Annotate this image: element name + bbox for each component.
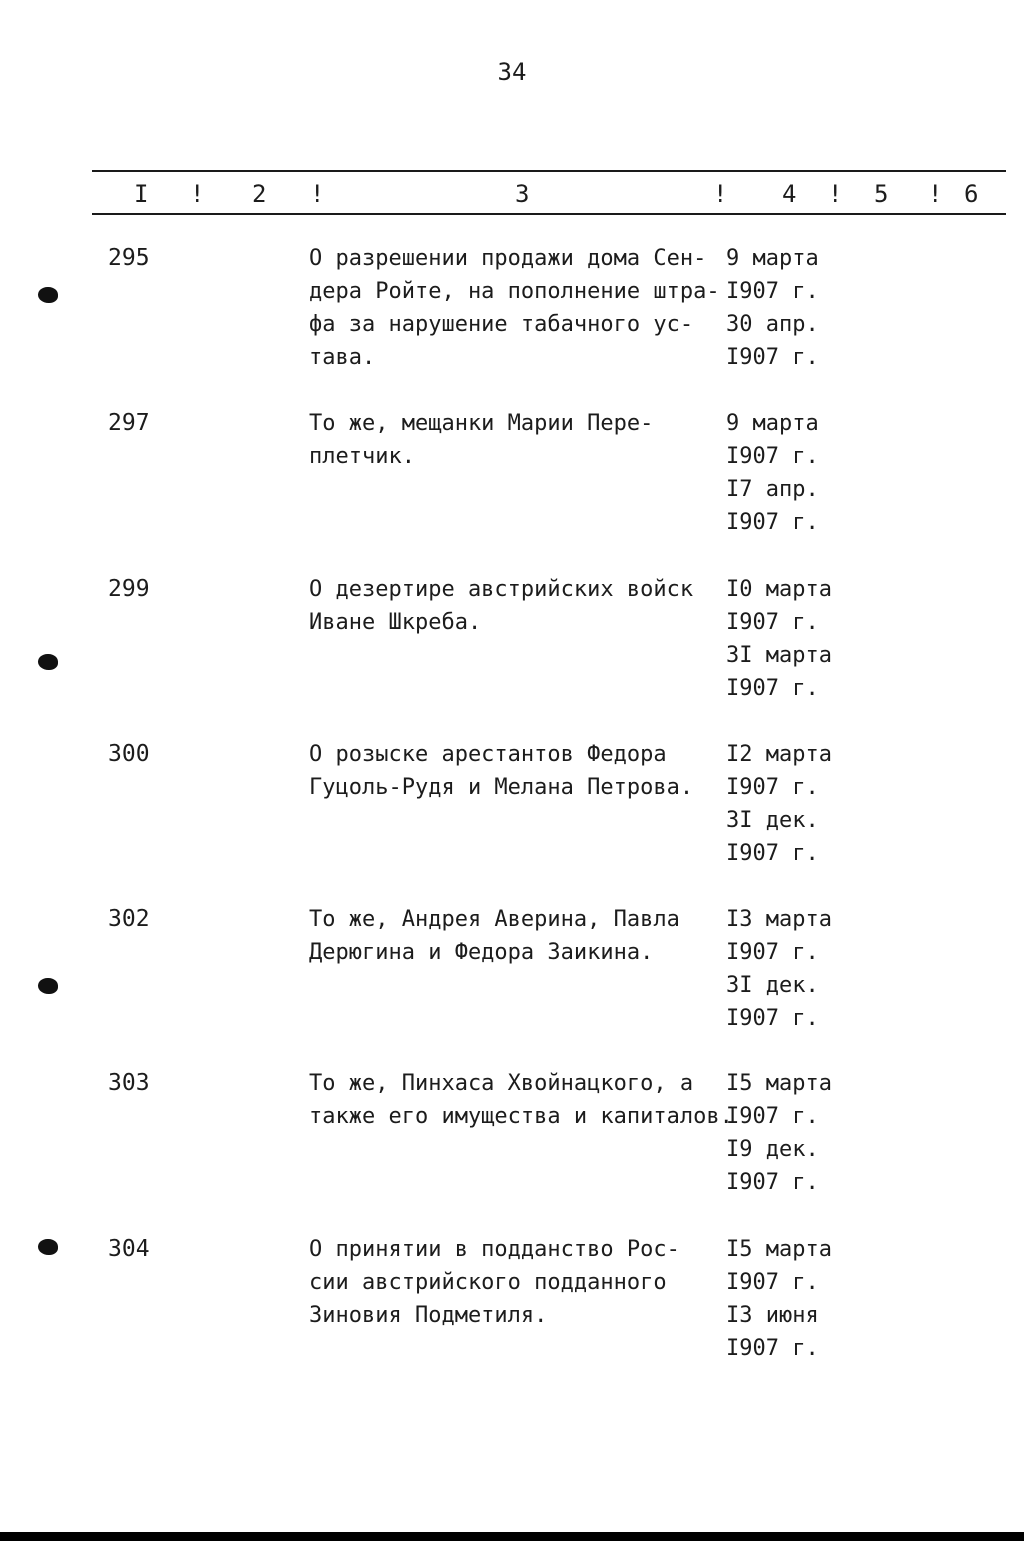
end-year: I907 г.: [726, 510, 819, 535]
header-col-3: 3: [515, 180, 530, 208]
start-date: 9 марта: [726, 246, 819, 271]
description-line: плетчик.: [309, 444, 415, 469]
scan-bottom-edge: [0, 1530, 1024, 1541]
end-date: 3I марта: [726, 643, 832, 668]
start-year: I907 г.: [726, 610, 819, 635]
end-year: I907 г.: [726, 1336, 819, 1361]
description-line: тава.: [309, 345, 376, 370]
entry-dates: [726, 738, 832, 870]
punch-hole-mark: [38, 1239, 58, 1255]
entry-dates: [726, 573, 832, 705]
entry-description: [309, 1233, 721, 1332]
end-year: I907 г.: [726, 841, 819, 866]
description-line: То же, Пинхаса Хвойнацкого, а: [309, 1071, 694, 1096]
start-date: I5 марта: [726, 1237, 832, 1262]
punch-hole-mark: [38, 978, 58, 994]
entry-description: [309, 738, 721, 804]
start-date: I0 марта: [726, 577, 832, 602]
entry-number: 299: [108, 576, 150, 602]
description-line: Иване Шкреба.: [309, 610, 482, 635]
start-year: I907 г.: [726, 279, 819, 304]
header-col-2: 2: [252, 180, 267, 208]
description-line: также его имущества и капиталов.: [309, 1104, 733, 1129]
header-col-6: 6: [964, 180, 979, 208]
start-year: I907 г.: [726, 444, 819, 469]
entry-number: 304: [108, 1236, 150, 1262]
entry-number: 302: [108, 906, 150, 932]
header-separator: !: [828, 180, 843, 208]
page-number: 34: [497, 58, 527, 86]
end-year: I907 г.: [726, 1170, 819, 1195]
header-separator: !: [928, 180, 943, 208]
description-line: Дерюгина и Федора Заикина.: [309, 940, 654, 965]
entry-dates: [726, 1233, 832, 1365]
start-year: I907 г.: [726, 940, 819, 965]
entry-description: [309, 903, 721, 969]
description-line: То же, Андрея Аверина, Павла: [309, 907, 680, 932]
entry-description: [309, 573, 721, 639]
entry-dates: [726, 242, 819, 374]
header-separator: !: [310, 180, 325, 208]
end-year: I907 г.: [726, 1006, 819, 1031]
header-col-1: I: [134, 180, 149, 208]
end-date: I3 июня: [726, 1303, 819, 1328]
end-date: 30 апр.: [726, 312, 819, 337]
description-line: дера Ройте, на пополнение штра-: [309, 279, 720, 304]
header-separator: !: [713, 180, 728, 208]
start-year: I907 г.: [726, 1270, 819, 1295]
entry-description: [309, 1067, 733, 1133]
punch-hole-mark: [38, 287, 58, 303]
end-date: 3I дек.: [726, 973, 819, 998]
description-line: О розыске арестантов Федора: [309, 742, 667, 767]
end-date: I9 дек.: [726, 1137, 819, 1162]
end-date: I7 апр.: [726, 477, 819, 502]
header-col-4: 4: [782, 180, 797, 208]
description-line: То же, мещанки Марии Пере-: [309, 411, 654, 436]
description-line: Зиновия Подметиля.: [309, 1303, 548, 1328]
entry-dates: [726, 903, 832, 1035]
entry-number: 303: [108, 1070, 150, 1096]
entry-number: 297: [108, 410, 150, 436]
end-date: 3I дек.: [726, 808, 819, 833]
table-header-top-rule: [92, 170, 1006, 172]
description-line: Гуцоль-Рудя и Мелана Петрова.: [309, 775, 694, 800]
table-header-bottom-rule: [92, 213, 1006, 215]
start-date: I5 марта: [726, 1071, 832, 1096]
end-year: I907 г.: [726, 345, 819, 370]
description-line: О принятии в подданство Рос-: [309, 1237, 680, 1262]
start-date: 9 марта: [726, 411, 819, 436]
start-date: I3 марта: [726, 907, 832, 932]
description-line: О дезертире австрийских войск: [309, 577, 694, 602]
entry-description: [309, 407, 721, 473]
entry-number: 295: [108, 245, 150, 271]
header-col-5: 5: [874, 180, 889, 208]
header-separator: !: [190, 180, 205, 208]
description-line: О разрешении продажи дома Сен-: [309, 246, 707, 271]
entry-description: [309, 242, 721, 374]
end-year: I907 г.: [726, 676, 819, 701]
description-line: сии австрийского подданного: [309, 1270, 667, 1295]
start-year: I907 г.: [726, 775, 819, 800]
start-date: I2 марта: [726, 742, 832, 767]
start-year: I907 г.: [726, 1104, 819, 1129]
entry-dates: [726, 1067, 832, 1199]
description-line: фа за нарушение табачного ус-: [309, 312, 694, 337]
entry-number: 300: [108, 741, 150, 767]
punch-hole-mark: [38, 654, 58, 670]
entry-dates: [726, 407, 819, 539]
